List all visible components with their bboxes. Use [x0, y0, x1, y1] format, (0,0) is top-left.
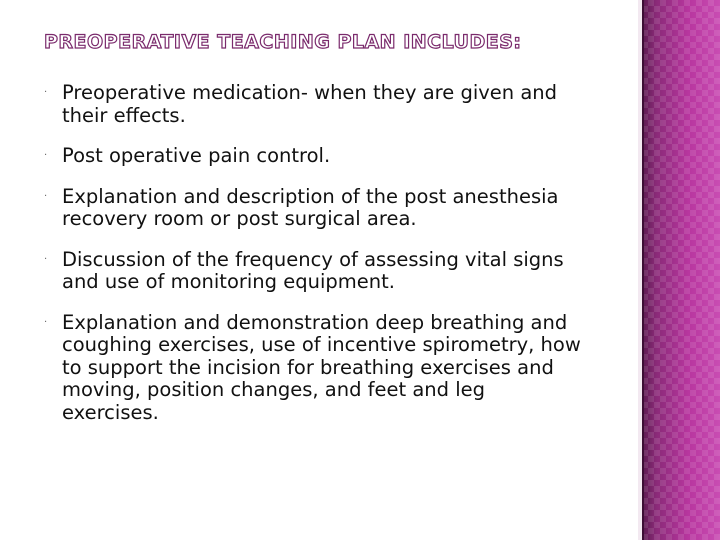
- list-item: [44, 82, 584, 127]
- bullet-list: [44, 82, 584, 442]
- bullet-icon: ·: [44, 190, 48, 202]
- bullet-text: Explanation and demonstration deep breathing and coughing exercises, use of incentive spirometry, how to support the incision for breathing exercises and moving, position changes, and feet and leg exercises.: [62, 310, 581, 424]
- bullet-text: Preoperative medication- when they are given and their effects.: [62, 81, 558, 127]
- bullet-icon: ·: [44, 316, 48, 328]
- list-item: [44, 312, 584, 425]
- bullet-icon: ·: [44, 150, 48, 161]
- slide-title: PREOPERATIVE TEACHING PLAN INCLUDES:: [44, 31, 522, 53]
- decorative-side-panel: [642, 0, 720, 540]
- list-item: [44, 249, 584, 294]
- list-item: [44, 186, 584, 231]
- list-item: [44, 145, 584, 168]
- bullet-text: Explanation and description of the post anesthesia recovery room or post surgical area.: [62, 184, 559, 230]
- bullet-icon: ·: [44, 87, 48, 98]
- bullet-text: Discussion of the frequency of assessing vital signs and use of monitoring equipment.: [62, 247, 564, 293]
- bullet-icon: ·: [44, 253, 48, 265]
- bullet-text: Post operative pain control.: [62, 144, 331, 167]
